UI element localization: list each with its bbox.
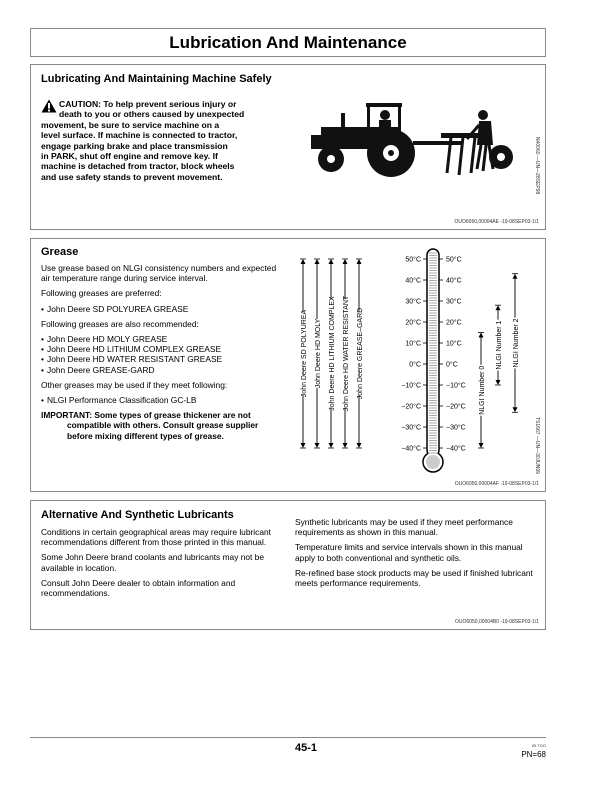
list-item: • John Deere HD LITHIUM COMPLEX GREASE — [41, 344, 286, 354]
image-code-chart: TS1667 —UN—30JUN99 — [534, 417, 540, 474]
ref-code-alt: OUO6050,00004B0 -19-08SEP03-1/1 — [455, 619, 539, 625]
other-heading: Other greases may be used if they meet following: — [41, 379, 228, 390]
celsius-label: 50°C — [405, 256, 421, 264]
caution-block — [41, 99, 286, 182]
nlgi1-range-label: NLGI Number 1 — [496, 320, 503, 370]
image-code-tractor: N40060 —UN—28SEP98 — [534, 137, 540, 195]
celsius-label: 20°C — [405, 319, 421, 327]
fahrenheit-label: −40°C — [446, 445, 466, 453]
list-item: • NLGI Performance Classification GC-LB — [41, 395, 286, 405]
important-rest — [41, 420, 286, 440]
fahrenheit-label: 0°C — [446, 361, 458, 369]
fahrenheit-label: −10°C — [446, 382, 466, 390]
footer-rule — [30, 737, 546, 738]
product-range-arrow-down — [301, 443, 306, 448]
nlgi2-range-label: NLGI Number 2 — [513, 318, 520, 368]
page-number: 45-1 — [294, 742, 318, 754]
important-line: before mixing different types of grease. — [67, 430, 224, 441]
alt-left-text — [41, 527, 286, 603]
fahrenheit-label: 20°C — [446, 319, 462, 327]
celsius-label: 30°C — [405, 298, 421, 306]
section-machine-safety — [30, 64, 546, 230]
paragraph: Consult John Deere dealer to obtain information and recommendations. — [41, 577, 236, 599]
fahrenheit-label: 40°C — [446, 277, 462, 285]
recommended-list — [41, 334, 286, 375]
list-item: • John Deere HD WATER RESISTANT GREASE — [41, 354, 286, 364]
product-range-label: John Deere HD WATER RESISTANT — [343, 295, 350, 412]
section-title-grease: Grease — [41, 246, 79, 258]
product-range-label: John Deere HD LITHIUM COMPLEX — [329, 296, 336, 411]
product-range-arrow-down — [329, 443, 334, 448]
paragraph: Synthetic lubricants may be used if they meet performance requirements as shown in this manual. — [295, 517, 513, 538]
footer-pn: PN=68 — [521, 750, 546, 759]
product-range-arrow-up — [343, 259, 348, 264]
important-label: IMPORTANT: — [41, 410, 93, 421]
section-title-alt: Alternative And Synthetic Lubricants — [41, 509, 234, 521]
nlgi1-range-arrow-up — [496, 305, 501, 310]
grease-intro: Use grease based on NLGI consistency numbers and expected air temperature range during service interval. — [41, 263, 277, 284]
fahrenheit-label: −20°C — [446, 403, 466, 411]
product-range-arrow-up — [329, 259, 334, 264]
celsius-label: −10°C — [401, 382, 421, 390]
nlgi0-range-arrow-up — [479, 333, 484, 338]
paragraph: Some John Deere brand coolants and lubricants may not be available in location. — [41, 552, 265, 573]
celsius-label: 10°C — [405, 340, 421, 348]
list-item: • John Deere SD POLYUREA GREASE — [41, 304, 286, 314]
list-item: • John Deere HD MOLY GREASE — [41, 334, 286, 344]
nlgi1-range-arrow-down — [496, 380, 501, 385]
fahrenheit-label: 10°C — [446, 340, 462, 348]
caution-line: engage parking brake and place transmission — [41, 140, 228, 151]
celsius-label: 0°C — [409, 361, 421, 369]
nlgi0-range-label: NLGI Number 0 — [479, 365, 486, 415]
warning-triangle-icon — [41, 99, 57, 113]
fahrenheit-label: −30°C — [446, 424, 466, 432]
nlgi2-range-arrow-up — [513, 274, 518, 279]
caution-line: CAUTION: To help prevent serious injury or — [59, 99, 237, 109]
section-alt-lubricants — [30, 500, 546, 630]
caution-line: machine is detached from tractor, block wheels — [41, 161, 235, 172]
title-box — [30, 28, 546, 57]
section-grease — [30, 238, 546, 492]
nlgi0-range-arrow-down — [479, 443, 484, 448]
grease-text — [41, 263, 286, 446]
caution-line: level surface. If machine is connected to tractor, — [41, 130, 238, 141]
caution-text — [41, 99, 286, 182]
preferred-list — [41, 304, 286, 314]
recommended-heading: Following greases are also recommended: — [41, 318, 199, 329]
thermometer-tube — [427, 249, 439, 456]
product-range-label: John Deere GREASE–GARD — [357, 307, 364, 400]
thermometer-bulb-fill — [426, 455, 440, 469]
important-line: compatible with others. Consult grease supplier — [67, 420, 259, 431]
product-range-label: John Deere SD POLYUREA — [301, 309, 308, 398]
section-title-safety: Lubricating And Maintaining Machine Safely — [41, 73, 272, 85]
product-range-label: John Deere HD MOLY — [315, 318, 322, 389]
product-range-arrow-up — [301, 259, 306, 264]
paragraph: Temperature limits and service intervals shown in this manual apply to both conventional and synthetic oils. — [295, 542, 523, 563]
product-range-arrow-down — [343, 443, 348, 448]
product-range-arrow-up — [357, 259, 362, 264]
nlgi2-range-arrow-down — [513, 407, 518, 412]
celsius-label: −30°C — [401, 424, 421, 432]
important-note — [41, 410, 286, 441]
product-range-arrow-up — [315, 259, 320, 264]
tractor-chisel-illustration — [301, 95, 526, 195]
celsius-label: 40°C — [405, 277, 421, 285]
grease-temperature-chart — [293, 247, 533, 479]
caution-line: death to you or others caused by unexpected — [59, 109, 245, 120]
product-range-arrow-down — [315, 443, 320, 448]
preferred-heading: Following greases are preferred: — [41, 288, 162, 299]
caution-line: in PARK, shut off engine and remove key. If — [41, 151, 218, 162]
paragraph: Re-refined base stock products may be used if finished lubricant meets performance requirements. — [295, 567, 533, 589]
celsius-label: −40°C — [401, 445, 421, 453]
footer-small-code: 05 TOO — [531, 743, 546, 748]
fahrenheit-label: 30°C — [446, 298, 462, 306]
ref-code-grease: OUO6050,00004AF -19-08SEP03-1/1 — [454, 481, 539, 487]
fahrenheit-label: 50°C — [446, 256, 462, 264]
celsius-label: −20°C — [401, 403, 421, 411]
alt-right-text — [295, 517, 540, 593]
ref-code-safety: OUO6050,00004AE -19-08SEP03-1/1 — [454, 219, 539, 225]
product-range-arrow-down — [357, 443, 362, 448]
page-title: Lubrication And Maintenance — [169, 33, 407, 52]
caution-line: and use safety stands to prevent movement. — [41, 171, 223, 182]
paragraph: Conditions in certain geographical areas may require lubricant recommendations different from those printed in this manual. — [41, 527, 271, 548]
list-item: • John Deere GREASE-GARD — [41, 365, 286, 375]
caution-line: movement, be sure to service machine on a — [41, 119, 220, 130]
important-first: Some types of grease thickener are not — [94, 410, 251, 421]
other-list — [41, 395, 286, 405]
